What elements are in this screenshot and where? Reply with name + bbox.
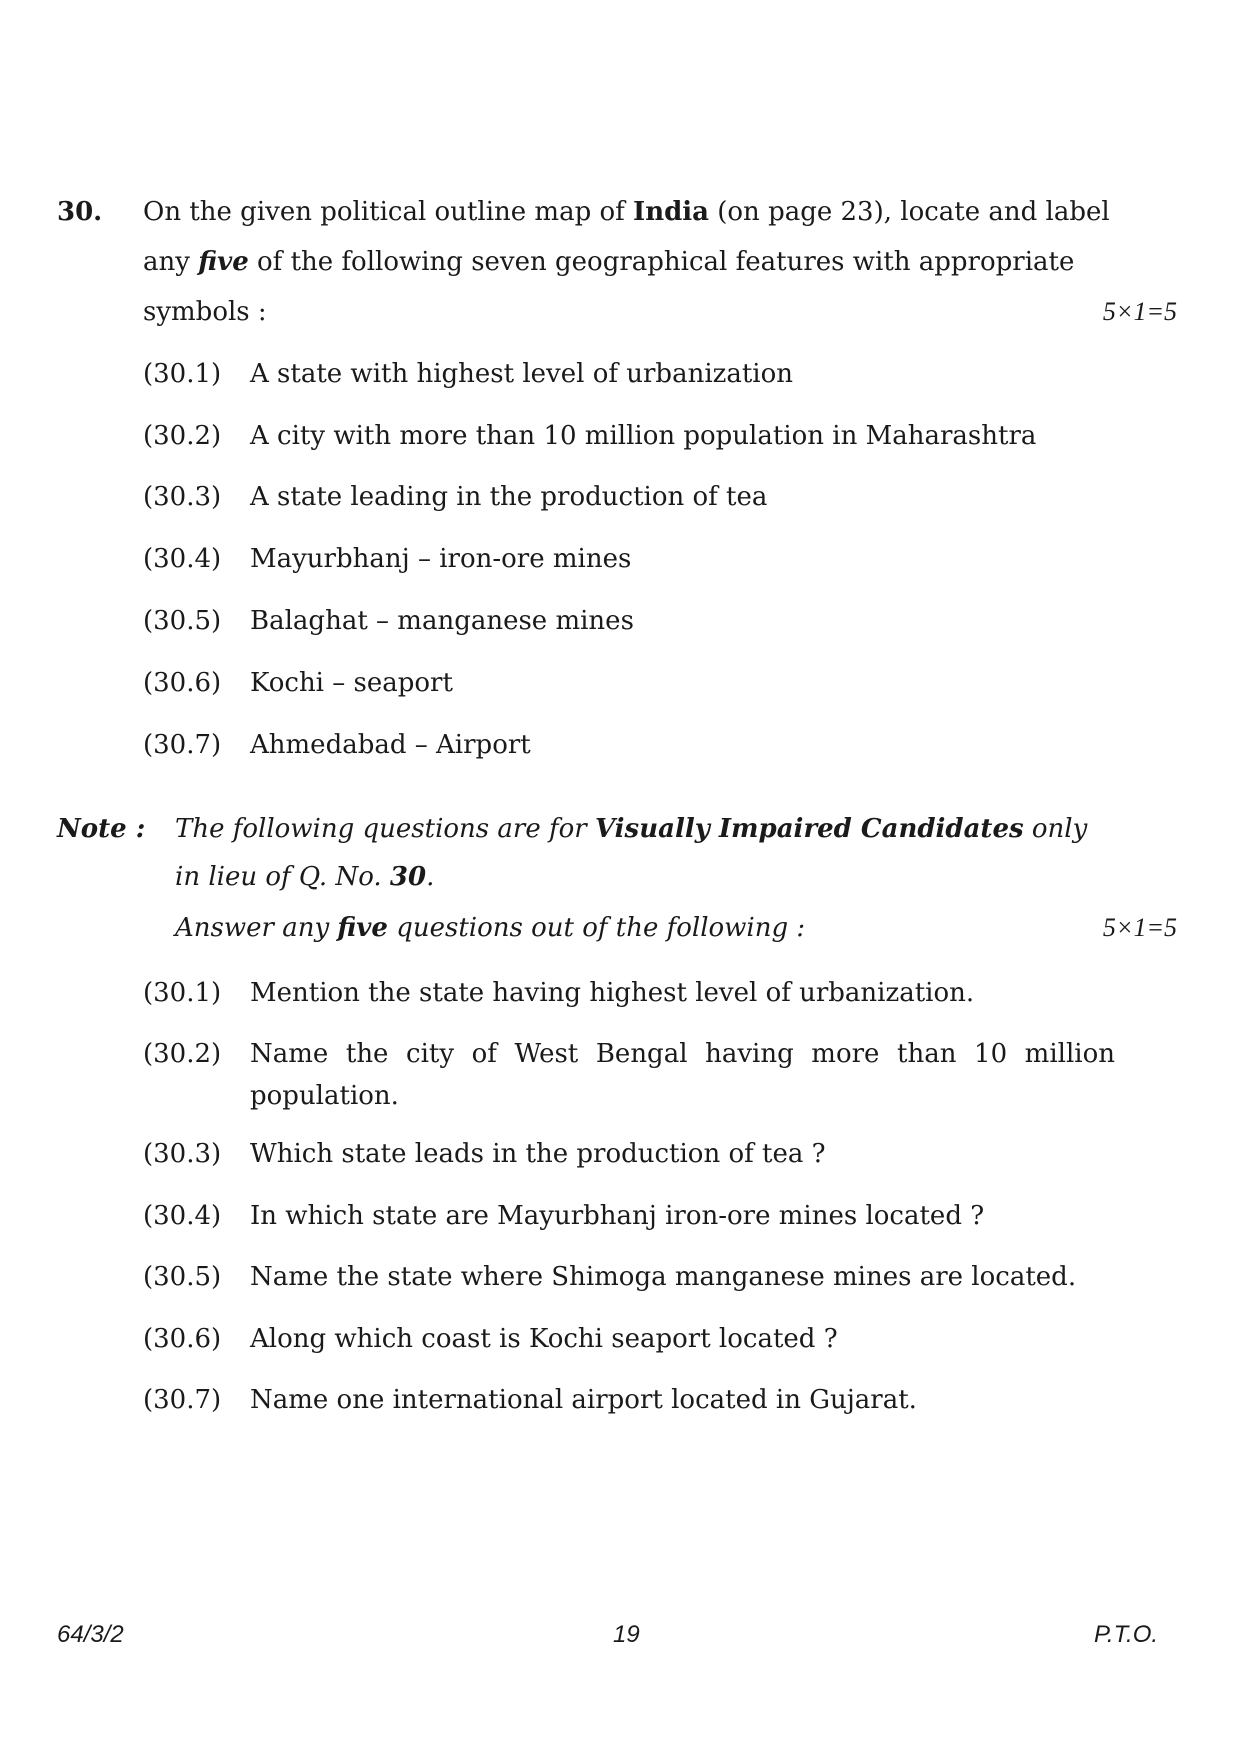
list-item	[143, 666, 453, 700]
note-line-1	[175, 812, 1115, 846]
item-text: In which state are Mayurbhanj iron-ore mines located ?	[250, 1201, 985, 1231]
note-text: .	[426, 862, 435, 892]
item-label: (30.4)	[143, 544, 222, 574]
question-text: On the given political outline map of	[143, 197, 634, 227]
question-text: (on page 23), locate and label	[709, 197, 1110, 227]
item-text: Name one international airport located in Gujarat.	[250, 1385, 917, 1415]
item-label: (30.3)	[143, 482, 222, 512]
note-line-3	[175, 911, 1115, 945]
item-label: (30.6)	[143, 668, 222, 698]
please-turn-over: P.T.O.	[1094, 1621, 1159, 1648]
note-text: Answer any	[175, 913, 338, 943]
question-emphasis: India	[633, 197, 709, 227]
list-item	[143, 480, 767, 514]
list-item	[143, 1383, 1115, 1423]
item-text: Balaghat – manganese mines	[250, 606, 634, 636]
item-text: Which state leads in the production of tea ?	[250, 1139, 826, 1169]
item-label: (30.7)	[143, 730, 222, 760]
item-label: (30.2)	[143, 1039, 222, 1069]
question-text: of the following seven geographical features with appropriate	[248, 247, 1075, 277]
note-text: The following questions are for	[175, 814, 595, 844]
note-line-2	[175, 860, 1115, 894]
question-line-1	[143, 195, 1110, 229]
question-emphasis: five	[198, 247, 249, 277]
note-emphasis: 30	[389, 862, 427, 892]
note-text: only	[1023, 814, 1088, 844]
question-line-3: symbols :	[143, 297, 267, 327]
item-label: (30.3)	[143, 1139, 222, 1169]
item-text: Name the state where Shimoga manganese mines are located.	[250, 1262, 1077, 1292]
list-item	[143, 1260, 1115, 1300]
item-text: Ahmedabad – Airport	[250, 730, 531, 760]
note-text: in lieu of Q. No.	[175, 862, 390, 892]
list-item	[143, 1199, 1115, 1239]
question-line-2	[143, 245, 1074, 279]
item-text: Mention the state having highest level of urbanization.	[250, 978, 975, 1008]
note-text: questions out of the following :	[387, 913, 806, 943]
note-label: Note :	[57, 814, 146, 844]
item-text: Along which coast is Kochi seaport located ?	[250, 1324, 838, 1354]
item-label: (30.5)	[143, 1262, 222, 1292]
list-item	[143, 728, 531, 762]
item-text: Name the city of West Bengal having more than 10 million population.	[250, 1039, 1115, 1111]
item-text: A state leading in the production of tea	[250, 482, 768, 512]
question-text: any	[143, 247, 199, 277]
item-label: (30.7)	[143, 1385, 222, 1415]
list-item	[143, 419, 1036, 453]
list-item	[143, 604, 634, 638]
list-item	[143, 357, 793, 391]
list-item	[143, 976, 1115, 1016]
item-label: (30.1)	[143, 359, 222, 389]
item-label: (30.6)	[143, 1324, 222, 1354]
list-item	[143, 1137, 1115, 1177]
item-label: (30.1)	[143, 978, 222, 1008]
note-emphasis: five	[337, 913, 388, 943]
item-label: (30.5)	[143, 606, 222, 636]
note-emphasis: Visually Impaired Candidates	[594, 814, 1024, 844]
item-text: Mayurbhanj – iron-ore mines	[250, 544, 632, 574]
item-text: A state with highest level of urbanization	[250, 359, 793, 389]
note-marks: 5×1=5	[1102, 913, 1177, 942]
list-item	[143, 1322, 1115, 1362]
question-marks: 5×1=5	[1102, 297, 1177, 326]
page-number: 19	[613, 1621, 640, 1648]
item-label: (30.2)	[143, 421, 222, 451]
item-text: Kochi – seaport	[250, 668, 453, 698]
list-item	[143, 1037, 1115, 1117]
list-item	[143, 542, 631, 576]
item-text: A city with more than 10 million population in Maharashtra	[250, 421, 1037, 451]
question-number: 30.	[57, 197, 103, 227]
item-label: (30.4)	[143, 1201, 222, 1231]
paper-code: 64/3/2	[57, 1621, 124, 1648]
